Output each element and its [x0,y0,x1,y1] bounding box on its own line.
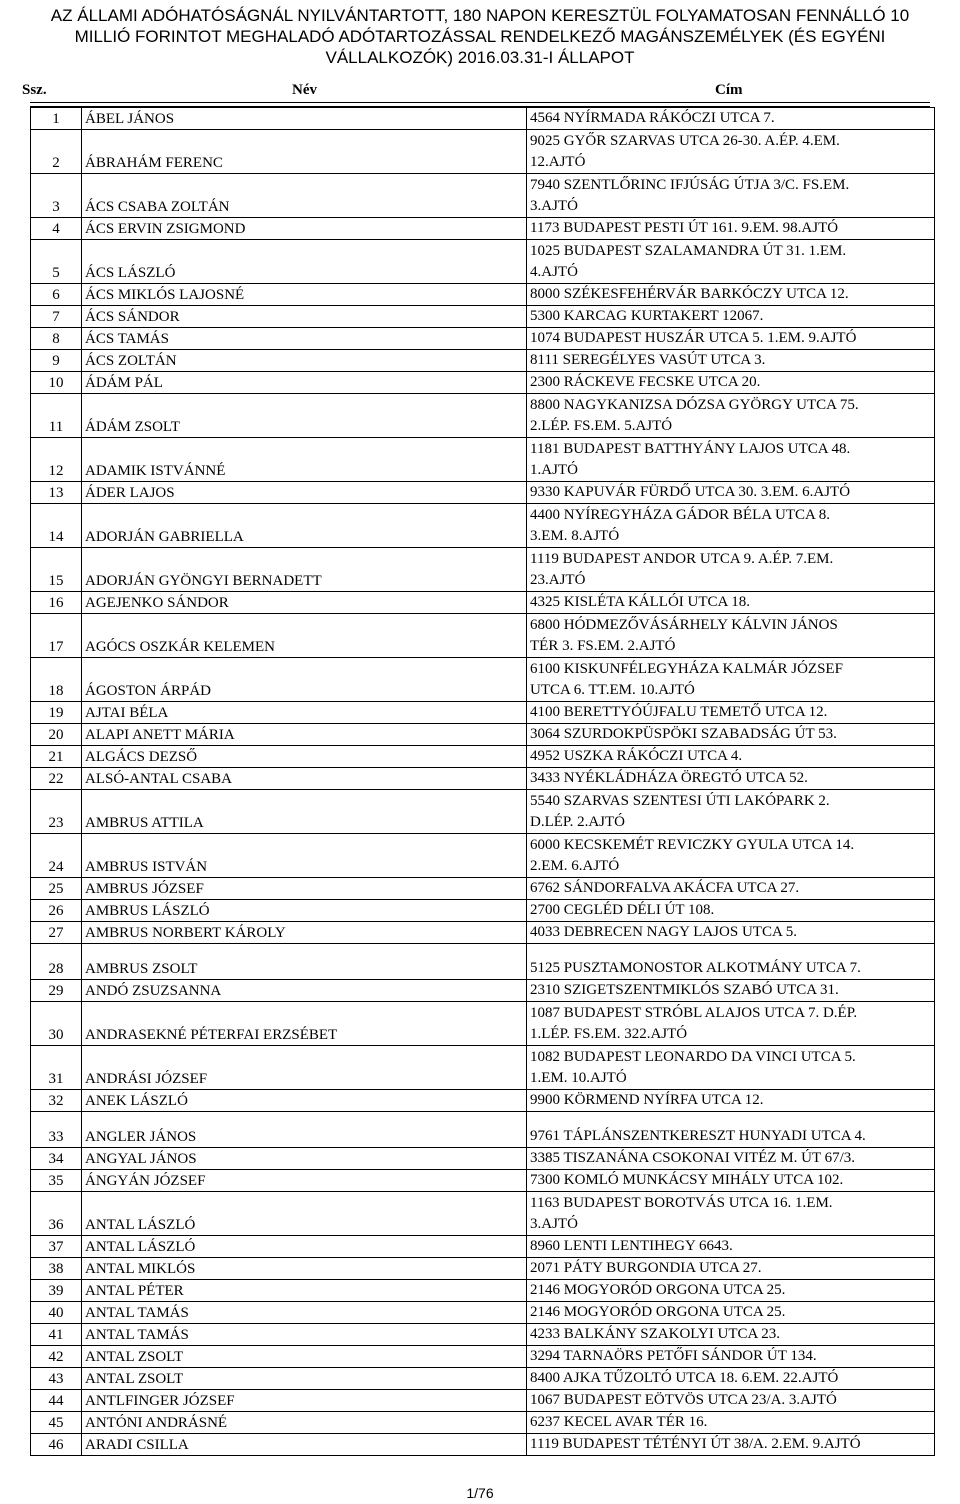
title-line-3: VÁLLALKOZÓK) 2016.03.31-I ÁLLAPOT [325,48,635,67]
table-row [31,1046,935,1090]
table-row [31,1192,935,1236]
row-number: 37 [31,1236,82,1258]
table-row [31,790,935,834]
row-number: 12 [31,438,82,482]
table-row [31,1112,935,1148]
row-name: ANDÓ ZSUZSANNA [82,980,527,1002]
document-title [50,5,910,68]
row-name: ANTÓNI ANDRÁSNÉ [82,1412,527,1434]
row-address: 4400 NYÍREGYHÁZA GÁDOR BÉLA UTCA 8. 3.EM. 8.AJTÓ [527,504,935,548]
table-row [31,592,935,614]
row-name: ADORJÁN GABRIELLA [82,504,527,548]
table-header [0,76,960,102]
header-no: Ssz. [22,82,47,98]
table-row [31,108,935,130]
table-row [31,548,935,592]
row-address: 7940 SZENTLŐRINC IFJÚSÁG ÚTJA 3/C. FS.EM. 3.AJTÓ [527,174,935,218]
table-row [31,878,935,900]
row-name: ÁDER LAJOS [82,482,527,504]
row-number: 23 [31,790,82,834]
row-number: 19 [31,702,82,724]
table-row [31,900,935,922]
table-row [31,504,935,548]
row-address: 3294 TARNAÖRS PETŐFI SÁNDOR ÚT 134. [527,1346,935,1368]
table-row [31,834,935,878]
row-name: ADORJÁN GYÖNGYI BERNADETT [82,548,527,592]
row-address: 5300 KARCAG KURTAKERT 12067. [527,306,935,328]
row-name: ARADI CSILLA [82,1434,527,1456]
row-address: 4952 USZKA RÁKÓCZI UTCA 4. [527,746,935,768]
table-row [31,438,935,482]
row-name: ÁDÁM PÁL [82,372,527,394]
row-number: 40 [31,1302,82,1324]
table-row [31,658,935,702]
row-number: 4 [31,218,82,240]
row-number: 38 [31,1258,82,1280]
row-name: ÁCS SÁNDOR [82,306,527,328]
row-address: 1087 BUDAPEST STRÓBL ALAJOS UTCA 7. D.ÉP. 1.LÉP. FS.EM. 322.AJTÓ [527,1002,935,1046]
row-address: 8800 NAGYKANIZSA DÓZSA GYÖRGY UTCA 75. 2.LÉP. FS.EM. 5.AJTÓ [527,394,935,438]
row-address: 2300 RÁCKEVE FECSKE UTCA 20. [527,372,935,394]
row-number: 29 [31,980,82,1002]
row-name: ANTAL MIKLÓS [82,1258,527,1280]
row-number: 31 [31,1046,82,1090]
row-address: 6000 KECSKEMÉT REVICZKY GYULA UTCA 14. 2.EM. 6.AJTÓ [527,834,935,878]
row-number: 3 [31,174,82,218]
row-address: 4233 BALKÁNY SZAKOLYI UTCA 23. [527,1324,935,1346]
row-name: ANDRÁSI JÓZSEF [82,1046,527,1090]
row-address: 3385 TISZANÁNA CSOKONAI VITÉZ M. ÚT 67/3. [527,1148,935,1170]
row-number: 32 [31,1090,82,1112]
table-row [31,306,935,328]
table-row [31,1236,935,1258]
row-number: 1 [31,108,82,130]
row-name: ANTLFINGER JÓZSEF [82,1390,527,1412]
table-row [31,328,935,350]
table-row [31,1090,935,1112]
row-number: 10 [31,372,82,394]
row-address: 2146 MOGYORÓD ORGONA UTCA 25. [527,1280,935,1302]
row-number: 14 [31,504,82,548]
row-name: ALAPI ANETT MÁRIA [82,724,527,746]
table-row [31,980,935,1002]
taxpayer-table [30,107,935,1456]
row-name: ANTAL PÉTER [82,1280,527,1302]
row-address: 5125 PUSZTAMONOSTOR ALKOTMÁNY UTCA 7. [527,944,935,980]
row-name: ÁCS CSABA ZOLTÁN [82,174,527,218]
row-address: 8111 SEREGÉLYES VASÚT UTCA 3. [527,350,935,372]
row-number: 34 [31,1148,82,1170]
table-row [31,174,935,218]
row-name: AMBRUS LÁSZLÓ [82,900,527,922]
row-address: 8000 SZÉKESFEHÉRVÁR BARKÓCZY UTCA 12. [527,284,935,306]
row-address: 3064 SZURDOKPÜSPÖKI SZABADSÁG ÚT 53. [527,724,935,746]
row-number: 27 [31,922,82,944]
table-row [31,394,935,438]
table-row [31,1002,935,1046]
table-row [31,724,935,746]
row-name: ÁNGYÁN JÓZSEF [82,1170,527,1192]
row-name: ALGÁCS DEZSŐ [82,746,527,768]
row-number: 8 [31,328,82,350]
row-address: 6100 KISKUNFÉLEGYHÁZA KALMÁR JÓZSEF UTCA 6. TT.EM. 10.AJTÓ [527,658,935,702]
page-number: 1/76 [466,1485,494,1501]
row-number: 17 [31,614,82,658]
row-name: AJTAI BÉLA [82,702,527,724]
row-number: 16 [31,592,82,614]
row-address: 5540 SZARVAS SZENTESI ÚTI LAKÓPARK 2. D.LÉP. 2.AJTÓ [527,790,935,834]
row-name: ANGLER JÁNOS [82,1112,527,1148]
row-number: 5 [31,240,82,284]
row-name: AMBRUS ATTILA [82,790,527,834]
row-name: ÁCS LÁSZLÓ [82,240,527,284]
row-name: ANTAL ZSOLT [82,1346,527,1368]
table-row [31,1434,935,1456]
row-number: 35 [31,1170,82,1192]
row-name: AMBRUS NORBERT KÁROLY [82,922,527,944]
row-address: 9025 GYŐR SZARVAS UTCA 26-30. A.ÉP. 4.EM. 12.AJTÓ [527,130,935,174]
table-row [31,944,935,980]
row-number: 46 [31,1434,82,1456]
row-address: 1082 BUDAPEST LEONARDO DA VINCI UTCA 5. 1.EM. 10.AJTÓ [527,1046,935,1090]
title-line-2: MILLIÓ FORINTOT MEGHALADÓ ADÓTARTOZÁSSAL RENDELKEZŐ MAGÁNSZEMÉLYEK (ÉS EGYÉNI [74,27,886,46]
table-row [31,372,935,394]
table-row [31,1148,935,1170]
row-number: 21 [31,746,82,768]
row-number: 43 [31,1368,82,1390]
row-address: 4033 DEBRECEN NAGY LAJOS UTCA 5. [527,922,935,944]
row-address: 1173 BUDAPEST PESTI ÚT 161. 9.EM. 98.AJTÓ [527,218,935,240]
table-row [31,614,935,658]
table-row [31,746,935,768]
row-number: 42 [31,1346,82,1368]
row-number: 13 [31,482,82,504]
row-name: ANTAL ZSOLT [82,1368,527,1390]
row-name: ADAMIK ISTVÁNNÉ [82,438,527,482]
row-address: 8960 LENTI LENTIHEGY 6643. [527,1236,935,1258]
table-row [31,702,935,724]
row-number: 24 [31,834,82,878]
row-number: 39 [31,1280,82,1302]
table-row [31,284,935,306]
table-row [31,1302,935,1324]
row-number: 30 [31,1002,82,1046]
row-name: AMBRUS ZSOLT [82,944,527,980]
row-name: ÁCS MIKLÓS LAJOSNÉ [82,284,527,306]
row-address: 9900 KÖRMEND NYÍRFA UTCA 12. [527,1090,935,1112]
row-name: ANDRASEKNÉ PÉTERFAI ERZSÉBET [82,1002,527,1046]
row-number: 20 [31,724,82,746]
row-name: ANTAL LÁSZLÓ [82,1236,527,1258]
row-number: 36 [31,1192,82,1236]
table-row [31,482,935,504]
row-address: 8400 AJKA TŰZOLTÓ UTCA 18. 6.EM. 22.AJTÓ [527,1368,935,1390]
row-number: 25 [31,878,82,900]
row-address: 1181 BUDAPEST BATTHYÁNY LAJOS UTCA 48. 1.AJTÓ [527,438,935,482]
row-address: 4564 NYÍRMADA RÁKÓCZI UTCA 7. [527,108,935,130]
row-number: 9 [31,350,82,372]
row-address: 2700 CEGLÉD DÉLI ÚT 108. [527,900,935,922]
row-number: 7 [31,306,82,328]
row-name: ANTAL LÁSZLÓ [82,1192,527,1236]
table-row [31,1170,935,1192]
row-name: ÁDÁM ZSOLT [82,394,527,438]
table-row [31,1280,935,1302]
row-address: 4100 BERETTYÓÚJFALU TEMETŐ UTCA 12. [527,702,935,724]
row-name: ANTAL TAMÁS [82,1324,527,1346]
row-name: AGÓCS OSZKÁR KELEMEN [82,614,527,658]
row-name: AMBRUS ISTVÁN [82,834,527,878]
header-address: Cím [715,82,743,98]
table-row [31,350,935,372]
row-number: 41 [31,1324,82,1346]
row-number: 33 [31,1112,82,1148]
row-number: 28 [31,944,82,980]
row-name: ÁCS ERVIN ZSIGMOND [82,218,527,240]
row-name: ÁBRAHÁM FERENC [82,130,527,174]
row-address: 1025 BUDAPEST SZALAMANDRA ÚT 31. 1.EM. 4.AJTÓ [527,240,935,284]
table-row [31,130,935,174]
row-address: 9330 KAPUVÁR FÜRDŐ UTCA 30. 3.EM. 6.AJTÓ [527,482,935,504]
row-number: 45 [31,1412,82,1434]
row-address: 1067 BUDAPEST EÖTVÖS UTCA 23/A. 3.AJTÓ [527,1390,935,1412]
row-address: 1119 BUDAPEST TÉTÉNYI ÚT 38/A. 2.EM. 9.AJTÓ [527,1434,935,1456]
row-name: ÁCS TAMÁS [82,328,527,350]
row-address: 2310 SZIGETSZENTMIKLÓS SZABÓ UTCA 31. [527,980,935,1002]
table-row [31,1390,935,1412]
row-address: 3433 NYÉKLÁDHÁZA ÖREGTÓ UTCA 52. [527,768,935,790]
row-number: 26 [31,900,82,922]
row-address: 1074 BUDAPEST HUSZÁR UTCA 5. 1.EM. 9.AJTÓ [527,328,935,350]
row-address: 7300 KOMLÓ MUNKÁCSY MIHÁLY UTCA 102. [527,1170,935,1192]
table-row [31,922,935,944]
row-address: 4325 KISLÉTA KÁLLÓI UTCA 18. [527,592,935,614]
row-number: 2 [31,130,82,174]
row-address: 1163 BUDAPEST BOROTVÁS UTCA 16. 1.EM. 3.AJTÓ [527,1192,935,1236]
row-address: 1119 BUDAPEST ANDOR UTCA 9. A.ÉP. 7.EM. 23.AJTÓ [527,548,935,592]
table-row [31,768,935,790]
table-row [31,240,935,284]
row-address: 6237 KECEL AVAR TÉR 16. [527,1412,935,1434]
header-name: Név [292,82,317,98]
row-name: AGEJENKO SÁNDOR [82,592,527,614]
row-name: ANGYAL JÁNOS [82,1148,527,1170]
row-number: 6 [31,284,82,306]
row-name: AMBRUS JÓZSEF [82,878,527,900]
table-row [31,1412,935,1434]
table-row [31,1258,935,1280]
row-address: 6800 HÓDMEZŐVÁSÁRHELY KÁLVIN JÁNOS TÉR 3. FS.EM. 2.AJTÓ [527,614,935,658]
row-name: ALSÓ-ANTAL CSABA [82,768,527,790]
row-number: 11 [31,394,82,438]
row-name: ANTAL TAMÁS [82,1302,527,1324]
table-row [31,218,935,240]
row-name: ANEK LÁSZLÓ [82,1090,527,1112]
row-address: 9761 TÁPLÁNSZENTKERESZT HUNYADI UTCA 4. [527,1112,935,1148]
row-address: 6762 SÁNDORFALVA AKÁCFA UTCA 27. [527,878,935,900]
row-number: 18 [31,658,82,702]
row-address: 2071 PÁTY BURGONDIA UTCA 27. [527,1258,935,1280]
row-name: ÁGOSTON ÁRPÁD [82,658,527,702]
row-address: 2146 MOGYORÓD ORGONA UTCA 25. [527,1302,935,1324]
row-name: ÁBEL JÁNOS [82,108,527,130]
title-line-1: AZ ÁLLAMI ADÓHATÓSÁGNÁL NYILVÁNTARTOTT, 180 NAPON KERESZTÜL FOLYAMATOSAN FENNÁLLÓ 10 [50,6,910,25]
table-row [31,1346,935,1368]
table-row [31,1324,935,1346]
row-number: 44 [31,1390,82,1412]
row-number: 15 [31,548,82,592]
table-row [31,1368,935,1390]
row-number: 22 [31,768,82,790]
row-name: ÁCS ZOLTÁN [82,350,527,372]
